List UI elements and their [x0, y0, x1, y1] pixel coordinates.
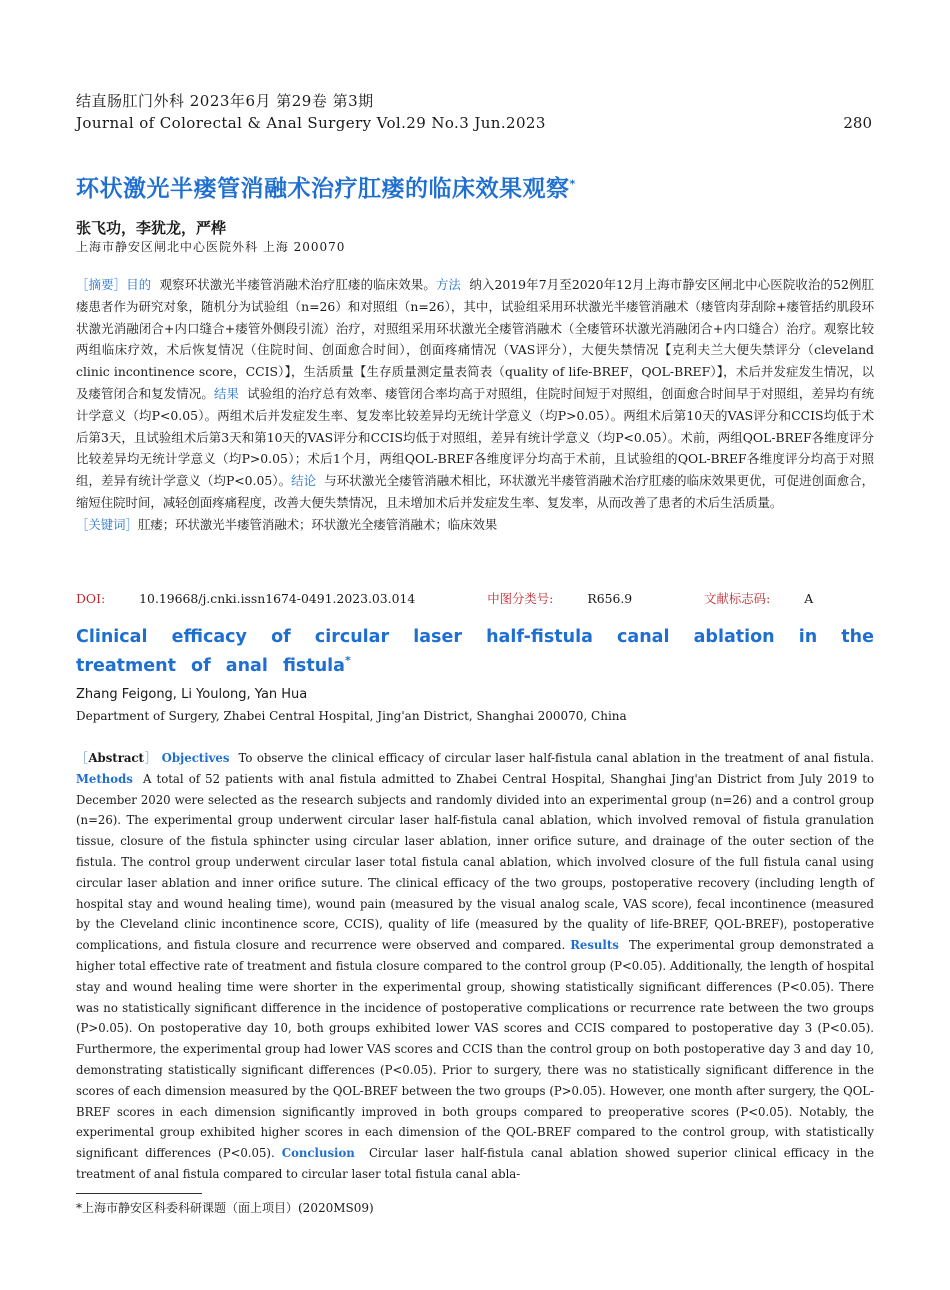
methods-text-en: A total of 52 patients with anal fistula admitted to Zhabei Central Hospital, Shanghai Jing'an District from July 2019 to December 2020 were selected as the research subjects and randomly divided into an experimental group (n=26) and a control group (n=26). The experimental group underwent circular laser half-fistula canal ablation, which involved removal of fistula granulation tissue, closure of the fistula sphincter using circular laser ablation, inner orifice suture, and drainage of the outer section of the fistula. The control group underwent circular laser total fistula canal ablation, which involved closure of the full fistula canal using circular laser ablation and inner orifice suture. The clinical efficacy of the two groups, postoperative recovery (including length of hospital stay and wound healing time), wound pain (measured by the visual analog scale, VAS score), fecal incontinence (measured by the Cleveland clinic incontinence score, CCIS), quality of life (measured by the quality of life-BREF, QOL-BREF), postoperative complications, and fistula closure and recurrence were observed and compared.: [76, 771, 874, 953]
abstract-en: [76, 748, 874, 1185]
objective-label-cn: 目的: [126, 277, 152, 292]
abstract-cn-label: ［摘要］: [76, 277, 127, 292]
abstract-en-bracket-open: ［: [76, 751, 89, 765]
article-title-en: [76, 626, 874, 678]
keywords-label: ［关键词］: [76, 516, 138, 532]
abstract-en-bracket-close: ］: [143, 751, 158, 765]
article-meta-line: [76, 589, 881, 607]
doc-code-label: 文献标志码:: [704, 591, 771, 606]
page-number: 280: [843, 114, 872, 132]
objective-text-cn: 观察环状激光半瘘管消融术治疗肛瘘的临床效果。: [159, 277, 436, 292]
results-text-cn: 试验组的治疗总有效率、瘘管闭合率均高于对照组，住院时间短于对照组，创面愈合时间早于对照组，差异均有统计学意义（均P<0.05）。两组术后并发症发生率、复发率比较差异均无统计学意义（均P>0.05）。两组术后第10天的VAS评分和CCIS均低于术后第3天，且试验组术后第3天和第10天的VAS评分和CCIS均低于对照组，差异有统计学意义（均P<0.05）。术前，两组QOL-BREF各维度评分比较差异均无统计学意义（均P>0.05）；术后1个月，两组QOL-BREF各维度评分均高于术前，且试验组的QOL-BREF各维度评分均高于对照组，差异有统计学意义（均P<0.05）。: [76, 385, 875, 489]
clc-label: 中图分类号:: [487, 591, 554, 606]
clc: [487, 591, 666, 606]
affiliation-en: Department of Surgery, Zhabei Central Hospital, Jing'an District, Shanghai 200070, China: [76, 709, 627, 723]
doi-value: 10.19668/j.cnki.issn1674-0491.2023.03.014: [139, 591, 416, 606]
objectives-text-en: To observe the clinical efficacy of circular laser half-fistula canal ablation in the treatment of anal fistula.: [238, 751, 874, 765]
journal-header-en: Journal of Colorectal & Anal Surgery Vol.29 No.3 Jun.2023: [76, 114, 546, 132]
methods-text-cn: 纳入2019年7月至2020年12月上海市静安区闸北中心医院收治的52例肛瘘患者作为研究对象，随机分为试验组（n=26）和对照组（n=26），其中，试验组采用环状激光半瘘管消融术（瘘管肉芽刮除+瘘管括约肌段环状激光消融闭合+内口缝合+瘘管外侧段引流）治疗，对照组采用环状激光全瘘管消融术（全瘘管环状激光消融闭合+内口缝合）治疗。观察比较两组临床疗效，术后恢复情况（住院时间、创面愈合时间），创面疼痛情况（VAS评分），大便失禁情况【克利夫兰大便失禁评分（cleveland clinic incontinence score，CCIS）】，生活质量【生存质量测定量表简表（quality of life-BREF，QOL-BREF）】，术后并发症发生情况，以及瘘管闭合和复发情况。: [76, 277, 875, 401]
objectives-label-en: Objectives: [161, 751, 230, 765]
journal-header-cn: 结直肠肛门外科 2023年6月 第29卷 第3期: [76, 92, 374, 110]
authors-cn: 张飞功，李犹龙，严桦: [76, 219, 227, 237]
article-title-cn: [76, 170, 576, 203]
doi-label: DOI:: [76, 591, 106, 606]
results-text-en: The experimental group demonstrated a higher total effective rate of treatment and fistula closure compared to the control group (P<0.05). Additionally, the length of hospital stay and wound healing time were shorter in the experimental group, showing statistically significant differences (P<0.05). There was no statistically significant difference in the incidence of postoperative complications or recurrence rate between the two groups (P>0.05). On postoperative day 10, both groups exhibited lower VAS scores and CCIS compared to postoperative day 3 (P<0.05). Furthermore, the experimental group had lower VAS scores and CCIS than the control group on both postoperative day 3 and day 10, demonstrating statistically significant differences (P<0.05). Prior to surgery, there was no statistically significant difference in the scores of each dimension measured by the QOL-BREF between the two groups (P>0.05). However, one month after surgery, the QOL-BREF scores in each dimension significantly improved in both groups compared to preoperative scores (P<0.05). Notably, the experimental group exhibited higher scores in each dimension of the QOL-BREF compared to the control group, with statistically significant differences (P<0.05).: [76, 938, 874, 1161]
doi: [76, 591, 449, 606]
results-label-cn: 结果: [213, 385, 240, 401]
funding-footnote: *上海市静安区科委科研课题（面上项目）(2020MS09): [76, 1201, 374, 1215]
abstract-cn: [76, 274, 874, 536]
conclusion-label-cn: 结论: [291, 473, 317, 489]
conclusion-text-cn: 与环状激光全瘘管消融术相比，环状激光半瘘管消融术治疗肛瘘的临床效果更优，可促进创面愈合，缩短住院时间，减轻创面疼痛程度，改善大便失禁情况，且未增加术后并发症发生率、复发率，从而改善了患者的术后生活质量。: [76, 473, 875, 510]
results-label-en: Results: [570, 938, 619, 953]
doc-code-value: A: [804, 591, 814, 606]
title-en-footnote-mark: *: [344, 654, 351, 667]
title-cn-text: 环状激光半瘘管消融术治疗肛瘘的临床效果观察: [76, 176, 570, 202]
title-en-text: Clinical efficacy of circular laser half-fistula canal ablation in the treatment of anal fistula: [76, 627, 874, 676]
conclusion-text-en: Circular laser half-fistula canal ablation showed superior clinical efficacy in the treatment of anal fistula compared to circular laser total fistula canal abla-: [76, 1146, 874, 1181]
methods-label-en: Methods: [76, 771, 133, 786]
conclusion-label-en: Conclusion: [281, 1146, 355, 1161]
keywords-text: 肛瘘；环状激光半瘘管消融术；环状激光全瘘管消融术；临床效果: [137, 516, 498, 532]
footnote-divider: [76, 1193, 202, 1194]
authors-en: Zhang Feigong, Li Youlong, Yan Hua: [76, 687, 308, 702]
doc-code: [704, 591, 847, 606]
methods-label-cn: 方法: [435, 277, 462, 292]
affiliation-cn: 上海市静安区闸北中心医院外科 上海 200070: [76, 240, 346, 254]
clc-value: R656.9: [587, 591, 633, 606]
title-cn-footnote-mark: *: [569, 177, 576, 191]
abstract-en-label: Abstract: [88, 751, 144, 765]
